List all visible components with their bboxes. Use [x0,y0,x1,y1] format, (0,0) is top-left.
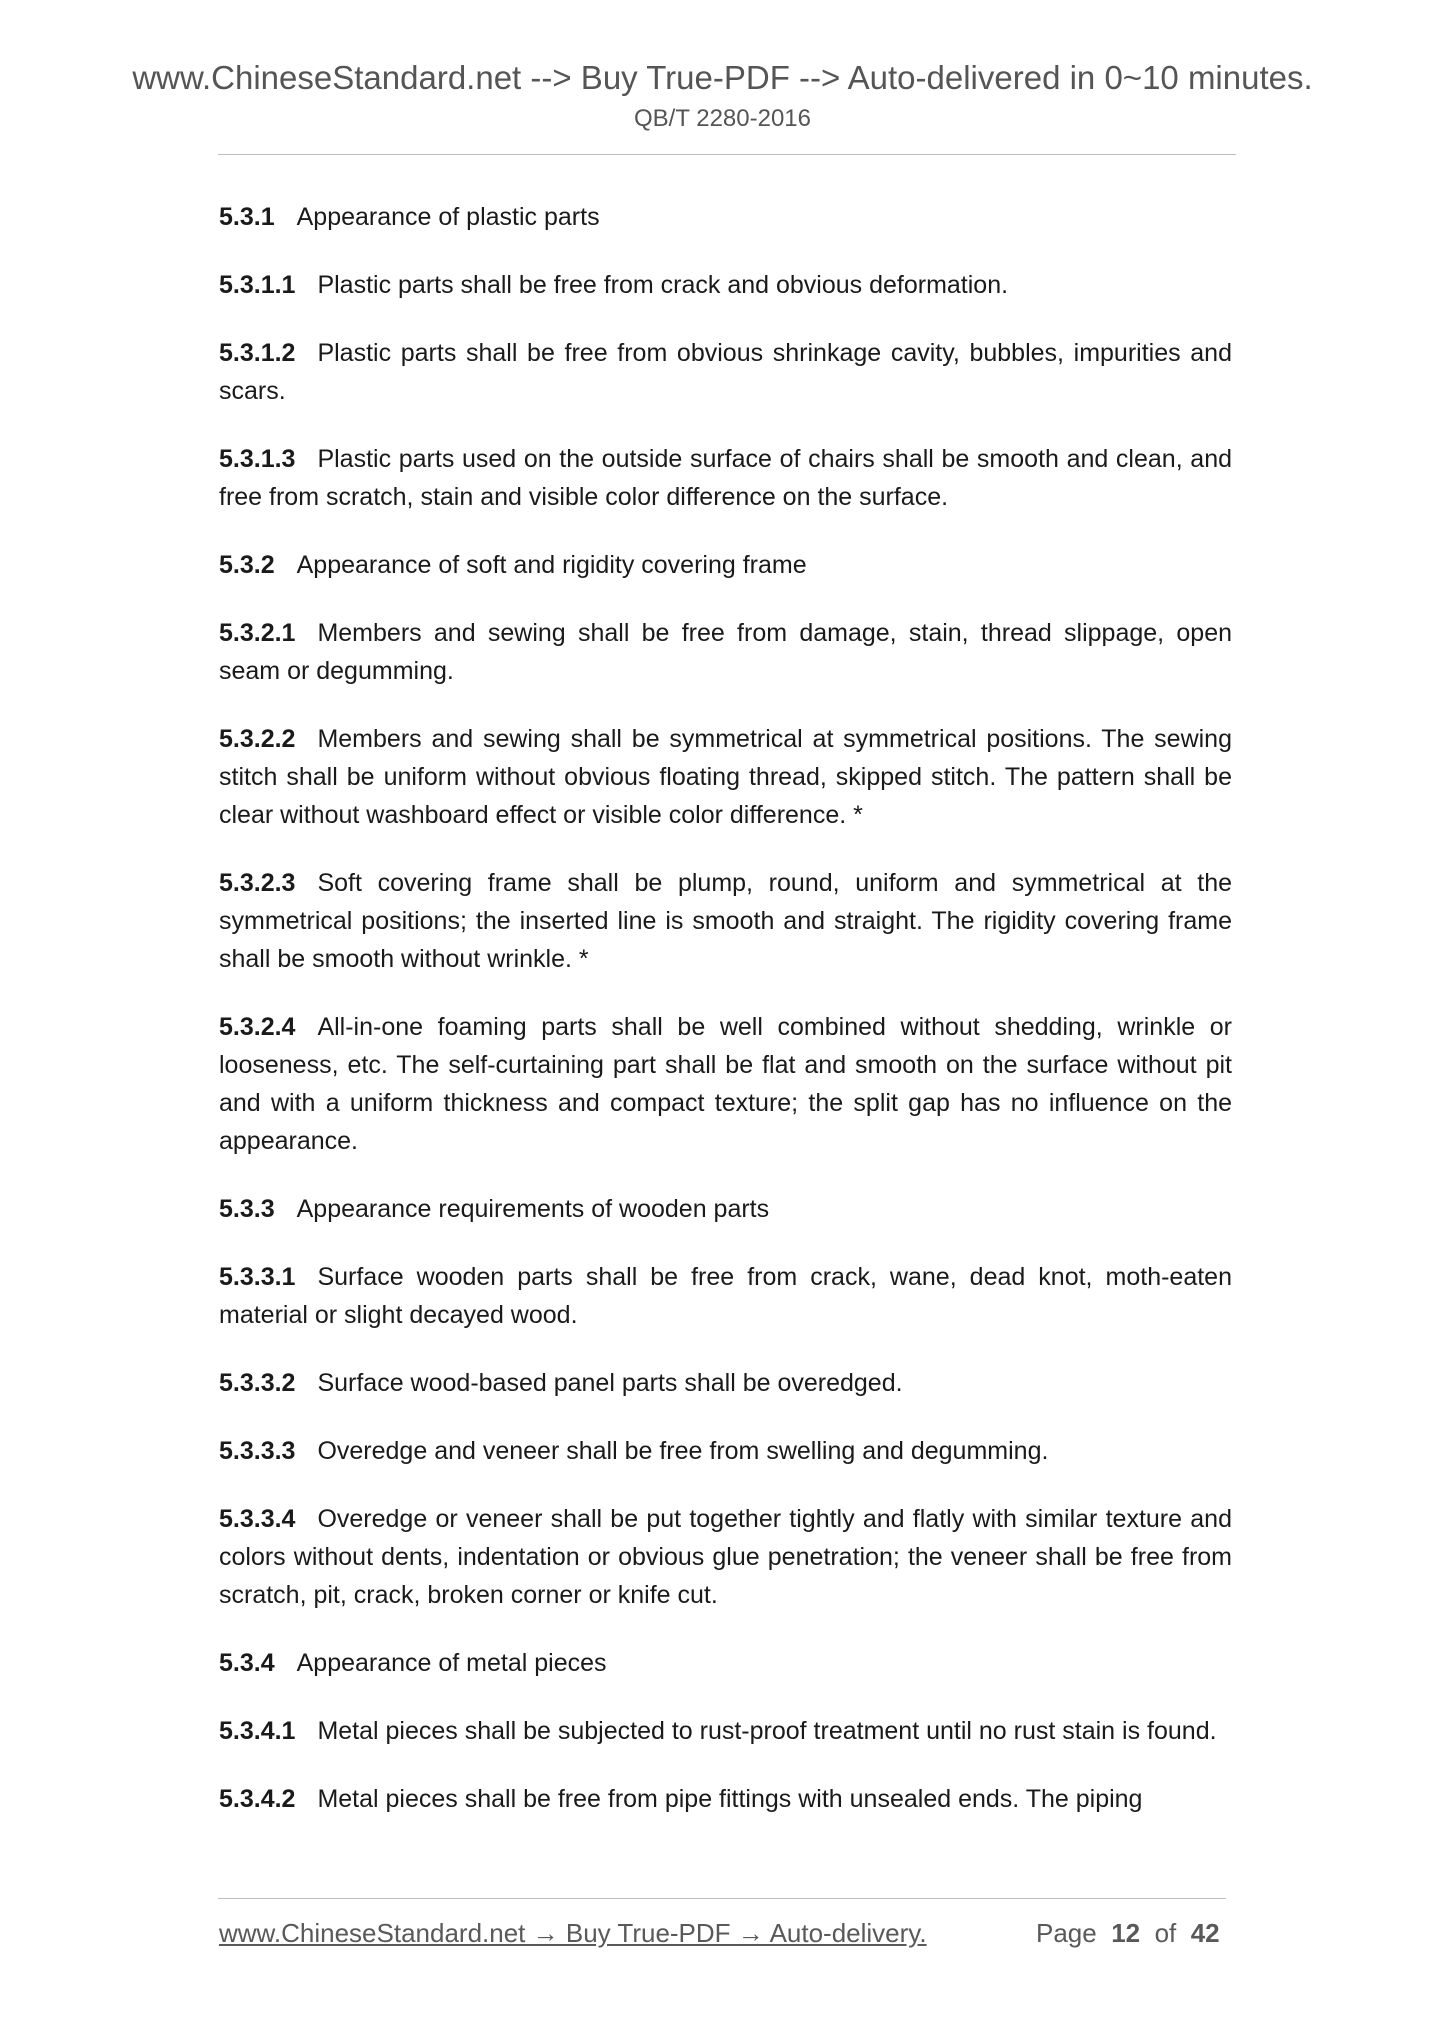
clause-number: 5.3.2.2 [219,725,296,753]
page-label: Page [1036,1918,1097,1948]
clause-5-3-3-1 [219,1258,1232,1334]
clause-number: 5.3.1 [219,203,275,231]
clause-text: Plastic parts shall be free from obvious shrinkage cavity, bubbles, impurities and scars. [219,339,1232,405]
clause-5-3-2-4 [219,1008,1232,1160]
document-body [219,198,1232,1848]
clause-number: 5.3.3.3 [219,1437,296,1465]
clause-text: Metal pieces shall be free from pipe fittings with unsealed ends. The piping [317,1785,1143,1813]
clause-text: Members and sewing shall be symmetrical at symmetrical positions. The sewing stitch shall be uniform without obvious floating thread, skipped stitch. The pattern shall be clear without washboard effect or visible color difference. * [219,725,1232,829]
clause-text: Plastic parts used on the outside surface of chairs shall be smooth and clean, and free from scratch, stain and visible color difference on the surface. [219,445,1232,511]
clause-text: Overedge or veneer shall be put together tightly and flatly with similar texture and colors without dents, indentation or obvious glue penetration; the veneer shall be free from scratch, pit, crack, broken corner or knife cut. [219,1505,1232,1609]
clause-text: Surface wood-based panel parts shall be overedged. [317,1369,903,1397]
clause-text: Appearance of soft and rigidity covering frame [296,551,807,579]
clause-text: Soft covering frame shall be plump, round, uniform and symmetrical at the symmetrical positions; the inserted line is smooth and straight. The rigidity covering frame shall be smooth without wrinkle. * [219,869,1232,973]
clause-5-3-3-4 [219,1500,1232,1614]
clause-number: 5.3.1.2 [219,339,296,367]
clause-5-3-3-3 [219,1432,1232,1470]
standard-code: QB/T 2280-2016 [633,105,811,132]
clause-text: Appearance of metal pieces [296,1649,607,1677]
clause-5-3-4-1 [219,1712,1232,1750]
clause-text: Appearance requirements of wooden parts [296,1195,770,1223]
clause-5-3-4-2 [219,1780,1232,1818]
clause-number: 5.3.2.3 [219,869,296,897]
clause-5-3-3 [219,1190,1232,1228]
clause-number: 5.3.4 [219,1649,275,1677]
page-total: 42 [1190,1918,1220,1948]
clause-number: 5.3.4.1 [219,1717,296,1745]
clause-5-3-1-1 [219,266,1232,304]
clause-text: Members and sewing shall be free from damage, stain, thread slippage, open seam or degumming. [219,619,1232,685]
clause-number: 5.3.3 [219,1195,275,1223]
clause-text: Appearance of plastic parts [296,203,600,231]
clause-5-3-2-3 [219,864,1232,978]
clause-5-3-1 [219,198,1232,236]
clause-text: Metal pieces shall be subjected to rust-proof treatment until no rust stain is found. [317,1717,1217,1745]
page-of: of [1154,1918,1177,1948]
clause-5-3-1-2 [219,334,1232,410]
page-indicator [1036,1916,1220,1950]
clause-5-3-1-3 [219,440,1232,516]
clause-5-3-2-2 [219,720,1232,834]
clause-text: Surface wooden parts shall be free from crack, wane, dead knot, moth-eaten material or slight decayed wood. [219,1263,1232,1329]
clause-number: 5.3.3.2 [219,1369,296,1397]
clause-number: 5.3.3.1 [219,1263,296,1291]
clause-text: All-in-one foaming parts shall be well combined without shedding, wrinkle or looseness, etc. The self-curtaining part shall be flat and smooth on the surface without pit and with a uniform thickness and compact texture; the split gap has no influence on the appearance. [219,1013,1232,1155]
clause-number: 5.3.2.1 [219,619,296,647]
page-current: 12 [1111,1918,1141,1948]
clause-number: 5.3.1.3 [219,445,296,473]
header-divider [218,154,1236,155]
clause-5-3-2-1 [219,614,1232,690]
clause-number: 5.3.2 [219,551,275,579]
clause-number: 5.3.2.4 [219,1013,296,1041]
footer-divider [218,1898,1226,1899]
clause-number: 5.3.3.4 [219,1505,296,1533]
clause-number: 5.3.4.2 [219,1785,296,1813]
clause-5-3-2 [219,546,1232,584]
header-banner: www.ChineseStandard.net --> Buy True-PDF --> Auto-delivered in 0~10 minutes. [132,59,1313,96]
clause-number: 5.3.1.1 [219,271,296,299]
footer-link[interactable]: www.ChineseStandard.net → Buy True-PDF → Auto-delivery. [219,1918,927,1948]
clause-text: Overedge and veneer shall be free from swelling and degumming. [317,1437,1049,1465]
clause-text: Plastic parts shall be free from crack and obvious deformation. [317,271,1009,299]
clause-5-3-4 [219,1644,1232,1682]
clause-5-3-3-2 [219,1364,1232,1402]
